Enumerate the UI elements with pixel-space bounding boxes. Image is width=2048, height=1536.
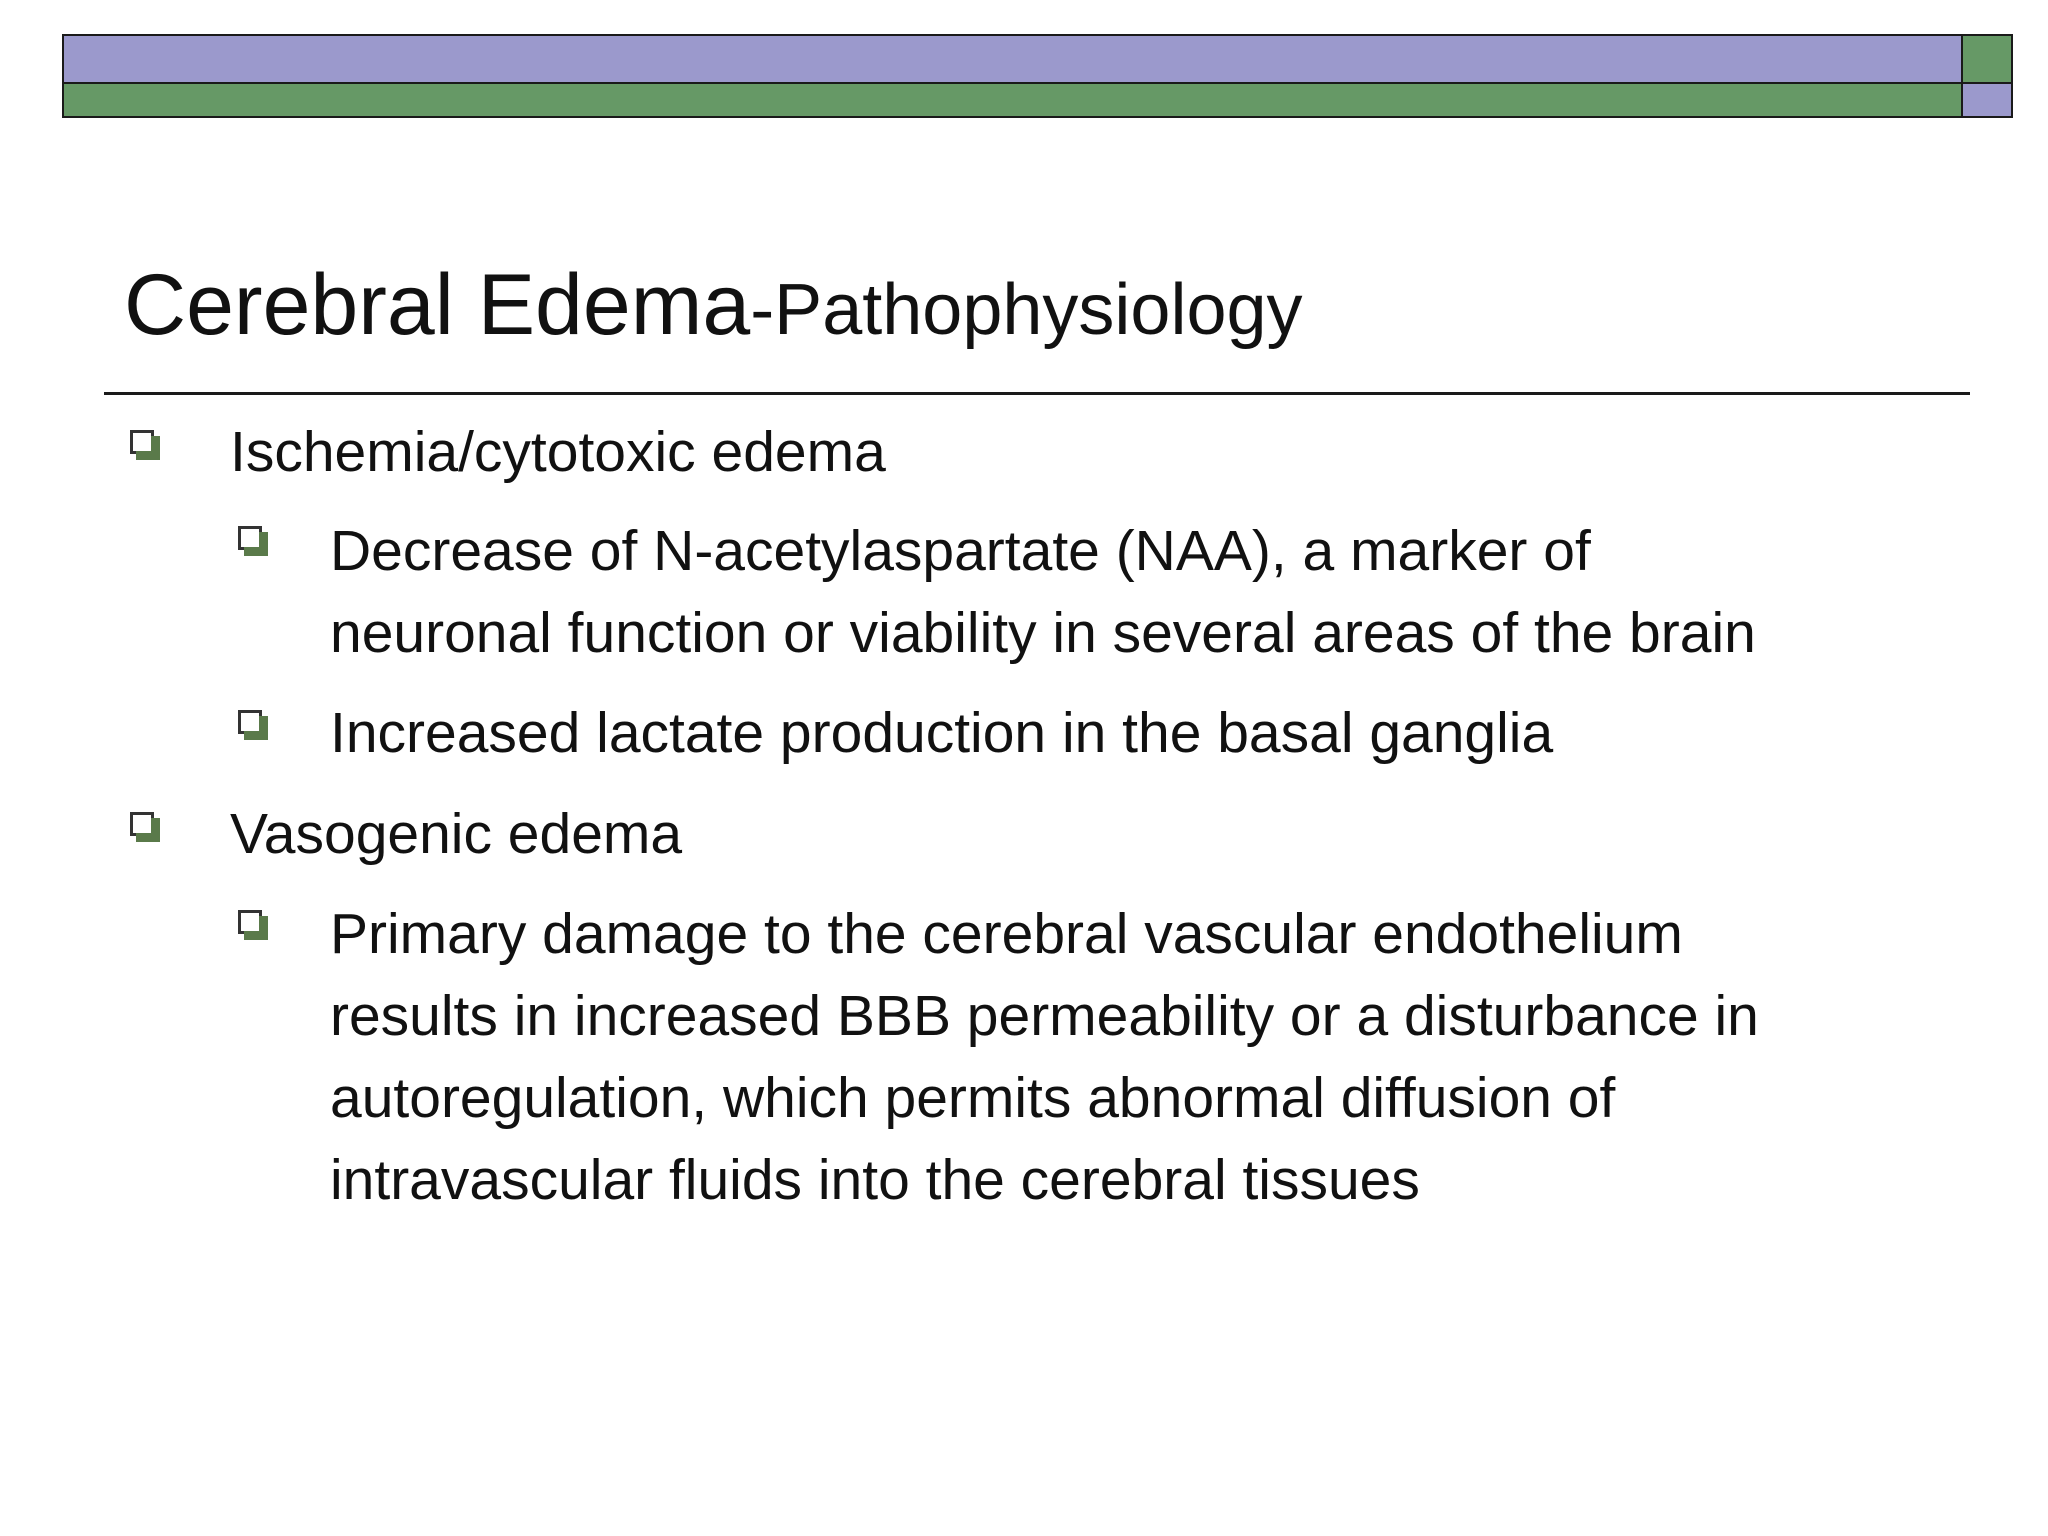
bullet-line: Vasogenic edema [230, 802, 683, 866]
bullet-line: Primary damage to the cerebral vascular endothelium [330, 902, 1683, 966]
bullet-item [230, 411, 886, 493]
slide-title-main: Cerebral Edema [124, 257, 751, 353]
sub-bullet-checkbox-icon [238, 910, 262, 934]
sub-bullet-item [330, 510, 1756, 674]
bullet-item [230, 793, 682, 875]
slide-title [124, 257, 1303, 353]
bullet-checkbox-icon [130, 812, 154, 836]
header-bar-green [62, 84, 1963, 118]
bullet-line: Increased lactate production in the basal ganglia [330, 701, 1554, 765]
bullet-line: neuronal function or viability in several areas of the brain [330, 601, 1756, 665]
bullet-line: Decrease of N-acetylaspartate (NAA), a marker of [330, 519, 1591, 583]
sub-bullet-checkbox-icon [238, 710, 262, 734]
bullet-line: results in increased BBB permeability or a disturbance in [330, 984, 1759, 1048]
bullet-line: Ischemia/cytotoxic edema [230, 420, 886, 484]
header-square-purple [1963, 84, 2013, 118]
bullet-line: autoregulation, which permits abnormal diffusion of [330, 1066, 1616, 1130]
title-underline [104, 392, 1970, 395]
header-square-green [1963, 34, 2013, 84]
bullet-line: intravascular fluids into the cerebral tissues [330, 1148, 1420, 1212]
bullet-checkbox-icon [130, 430, 154, 454]
slide-title-sub: -Pathophysiology [750, 270, 1303, 350]
sub-bullet-checkbox-icon [238, 526, 262, 550]
header-bar-purple [62, 34, 1963, 84]
sub-bullet-item [330, 893, 1759, 1221]
sub-bullet-item [330, 692, 1553, 774]
